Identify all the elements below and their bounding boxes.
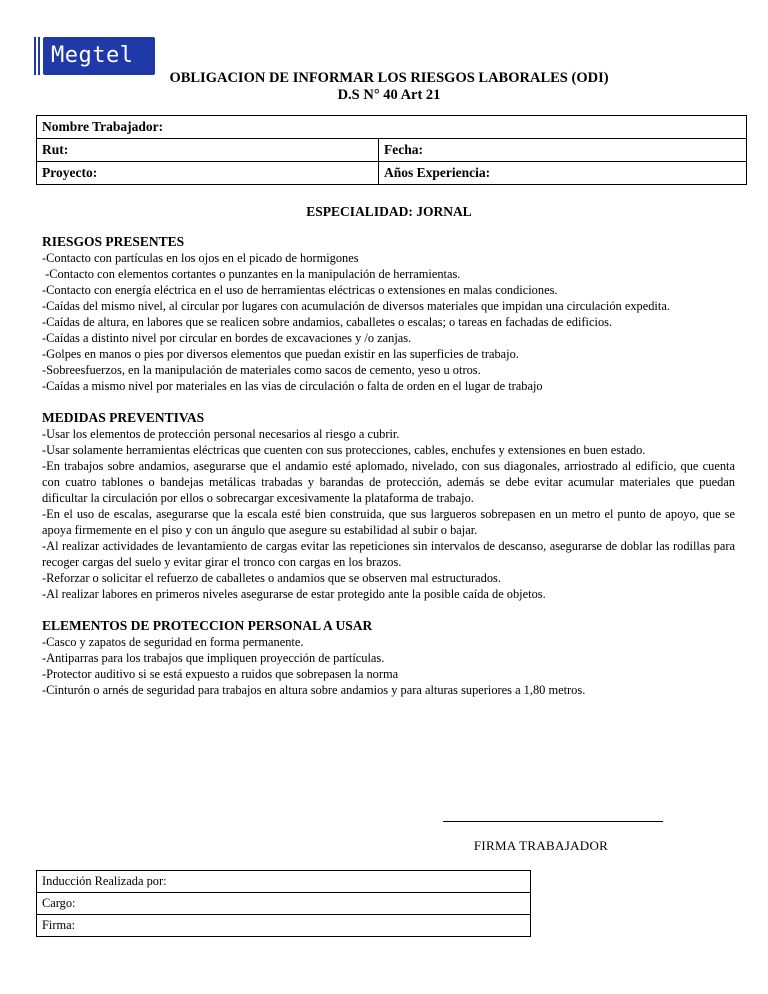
induction-signature-field[interactable]: Firma: [37, 915, 531, 937]
measure-item: -Reforzar o solicitar el refuerzo de caballetes o andamios que se observen mal estructurados. [42, 571, 501, 585]
ppe-item: -Casco y zapatos de seguridad en forma permanente. [42, 635, 304, 649]
ppe-item: -Antiparras para los trabajos que impliquen proyección de partículas. [42, 651, 385, 665]
specialty-heading: ESPECIALIDAD: JORNAL [306, 204, 472, 219]
ppe-section [42, 617, 735, 698]
induction-by-field[interactable]: Inducción Realizada por: [37, 871, 531, 893]
experience-field[interactable]: Años Experiencia: [379, 162, 747, 185]
position-field[interactable]: Cargo: [37, 893, 531, 915]
risks-heading: RIESGOS PRESENTES [42, 234, 185, 249]
ppe-heading: ELEMENTOS DE PROTECCION PERSONAL A USAR [42, 618, 373, 633]
measure-item: -En el uso de escalas, asegurarse que la escala esté bien construida, que sus largueros sobrepasen en un metro el punto de apoyo, que se apoya firmemente en el piso y con un ángulo que asegure su estabilidad al subir o bajar. [42, 507, 735, 537]
risk-item: -Sobreesfuerzos, en la manipulación de materiales como sacos de cemento, yeso u otros. [42, 363, 481, 377]
risk-item: -Contacto con elementos cortantes o punzantes en la manipulación de herramientas. [42, 267, 461, 281]
risk-item: -Contacto con energía eléctrica en el uso de herramientas eléctricas o extensiones en malas condiciones. [42, 283, 558, 297]
induction-table [36, 870, 531, 937]
measure-item: -En trabajos sobre andamios, asegurarse que el andamio esté aplomado, nivelado, con sus diagonales, arriostrado al edificio, que cuenta con cuatro tablones o bandejas metálicas trabadas y barandas de protección, además se debe evitar acumular materiales que puedan dificultar la circulación por ellos o sobrecargar excesivamente la plataforma de trabajo. [42, 459, 735, 505]
document-body [42, 233, 735, 713]
logo-text: Megtel [43, 37, 155, 75]
worker-name-field[interactable]: Nombre Trabajador: [37, 116, 747, 139]
risks-section [42, 233, 735, 394]
measure-item: -Al realizar labores en primeros niveles asegurarse de estar protegido ante la posible caída de objetos. [42, 587, 546, 601]
worker-info-table [36, 115, 747, 185]
date-field[interactable]: Fecha: [379, 139, 747, 162]
measures-heading: MEDIDAS PREVENTIVAS [42, 410, 205, 425]
measure-item: -Al realizar actividades de levantamiento de cargas evitar las repeticiones sin intervalos de descanso, asegurarse de doblar las rodillas para recoger cargas del suelo y evitar girar el tronco con cargas en los brazos. [42, 539, 735, 569]
document-subtitle: D.S N° 40 Art 21 [337, 87, 441, 103]
preventive-measures-section [42, 409, 735, 602]
rut-field[interactable]: Rut: [37, 139, 379, 162]
risk-item: -Caídas del mismo nivel, al circular por lugares con acumulación de diversos materiales que impidan una circulación expedita. [42, 299, 670, 313]
project-field[interactable]: Proyecto: [37, 162, 379, 185]
risk-item: -Caídas a distinto nivel por circular en bordes de excavaciones y /o zanjas. [42, 331, 412, 345]
risk-item: -Caídas a mismo nivel por materiales en las vias de circulación o falta de orden en el lugar de trabajo [42, 379, 543, 393]
signature-line[interactable] [443, 821, 663, 822]
ppe-item: -Protector auditivo si se está expuesto a ruidos que sobrepasen la norma [42, 667, 399, 681]
risk-item: -Golpes en manos o pies por diversos elementos que puedan existir en las superficies de trabajo. [42, 347, 519, 361]
measure-item: -Usar solamente herramientas eléctricas que cuenten con sus protecciones, cables, enchufes y extensiones en buen estado. [42, 443, 646, 457]
risk-item: -Contacto con partículas en los ojos en el picado de hormigones [42, 251, 359, 265]
measure-item: -Usar los elementos de protección personal necesarios al riesgo a cubrir. [42, 427, 400, 441]
risk-item: -Caídas de altura, en labores que se realicen sobre andamios, caballetes o escalas; o tareas en fachadas de edificios. [42, 315, 613, 329]
ppe-item: -Cinturón o arnés de seguridad para trabajos en altura sobre andamios y para alturas superiores a 1,80 metros. [42, 683, 586, 697]
document-title: OBLIGACION DE INFORMAR LOS RIESGOS LABORALES (ODI) [169, 70, 609, 86]
signature-label: FIRMA TRABAJADOR [473, 838, 609, 853]
